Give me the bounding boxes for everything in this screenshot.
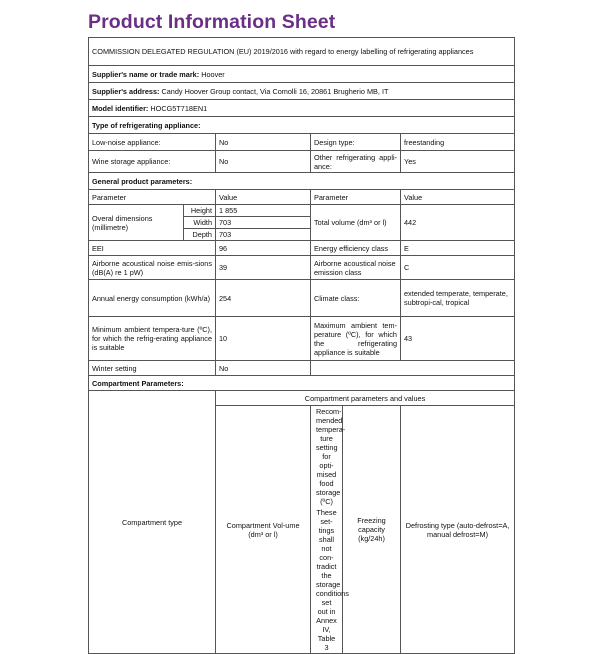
compartment-group-header: Compartment parameters and values [216,391,515,406]
depth-value: 703 [216,229,311,241]
header-value-2: Value [401,190,515,205]
noise-class-label: Airborne acoustical noise emission class [311,256,401,280]
type-section-heading: Type of refrigerating appliance: [89,117,515,134]
climate-class-label: Climate class: [311,280,401,317]
supplier-name-row [89,66,515,83]
height-label: Height [184,205,216,217]
type-section-row [89,117,515,134]
other-refrigerating-value: Yes [401,151,515,173]
model-identifier-row [89,100,515,117]
annual-energy-row [89,280,515,317]
design-type-value: freestanding [401,134,515,151]
noise-label: Airborne acoustical noise emis-sions (dB(A) re 1 pW) [89,256,216,280]
design-type-label: Design type: [311,134,401,151]
eei-value: 96 [216,241,311,256]
wine-storage-value: No [216,151,311,173]
supplier-address-value: Candy Hoover Group contact, Via Comolli 16, 20861 Brugherio MB, IT [161,86,389,96]
recommended-temp-note: These set-tings shall not con-tradict the storage conditions set out in Annex IV, Table 3 [316,508,349,652]
freezing-capacity-header: Freezing capacity (kg/24h) [343,406,401,654]
recommended-temp-header [311,406,349,654]
min-ambient-label: Minimum ambient tempera-ture (ºC), for which the refrig-erating appliance is suitable [89,317,216,361]
compartment-section-row [89,376,515,391]
annual-energy-label: Annual energy consumption (kWh/a) [89,280,216,317]
noise-value: 39 [216,256,311,280]
model-identifier-value: HOCG5T718EN1 [150,103,208,113]
supplier-address-row [89,83,515,100]
header-parameter-2: Parameter [311,190,401,205]
eei-label: EEI [89,241,216,256]
compartment-section-heading: Compartment Parameters: [89,376,515,391]
dimension-height-row [89,205,515,217]
general-section-row [89,173,515,190]
noise-class-value: C [401,256,515,280]
depth-label: Depth [184,229,216,241]
regulation-row [89,38,515,66]
supplier-name-value: Hoover [201,69,225,79]
energy-class-label: Energy efficiency class [311,241,401,256]
recommended-temp-text: Recom-mended tempera-ture setting for opti-mised food storage (ºC) [316,407,346,506]
compartment-type-header: Compartment type [89,391,216,654]
other-refrigerating-label: Other refrigerating appli-ance: [311,151,401,173]
wine-storage-row [89,151,515,173]
defrosting-type-header: Defrosting type (auto-defrost=A, manual defrost=M) [401,406,515,654]
general-section-heading: General product parameters: [89,173,515,190]
compartment-volume-header: Compartment Vol-ume (dm³ or l) [216,406,311,654]
dimensions-label: Overal dimensions (millimetre) [89,205,184,241]
min-ambient-value: 10 [216,317,311,361]
eei-row [89,241,515,256]
climate-class-value: extended temperate, temperate, subtropi-cal, tropical [401,280,515,317]
width-label: Width [184,217,216,229]
info-table [88,37,515,654]
regulation-text: COMMISSION DELEGATED REGULATION (EU) 2019/2016 with regard to energy labelling of refrigerating appliances [89,38,515,66]
noise-row [89,256,515,280]
low-noise-value: No [216,134,311,151]
product-information-sheet [88,10,514,654]
energy-class-value: E [401,241,515,256]
annual-energy-value: 254 [216,280,311,317]
height-value: 1 855 [216,205,311,217]
header-value: Value [216,190,311,205]
model-identifier-label: Model identifier: [92,103,149,113]
ambient-row [89,317,515,361]
compartment-group-row [89,391,515,406]
general-header-row [89,190,515,205]
header-parameter: Parameter [89,190,216,205]
low-noise-row [89,134,515,151]
winter-setting-value: No [216,361,311,376]
total-volume-value: 442 [401,205,515,241]
supplier-address-label: Supplier's address: [92,86,160,96]
max-ambient-value: 43 [401,317,515,361]
winter-setting-row [89,361,515,376]
total-volume-label: Total volume (dm³ or l) [311,205,401,241]
supplier-name-label: Supplier's name or trade mark: [92,69,200,79]
max-ambient-label: Maximum ambient tem-perature (ºC), for which the refrigerating appliance is suitable [311,317,401,361]
wine-storage-label: Wine storage appliance: [89,151,216,173]
width-value: 703 [216,217,311,229]
page-title: Product Information Sheet [88,11,336,33]
low-noise-label: Low-noise appliance: [89,134,216,151]
winter-setting-label: Winter setting [89,361,216,376]
